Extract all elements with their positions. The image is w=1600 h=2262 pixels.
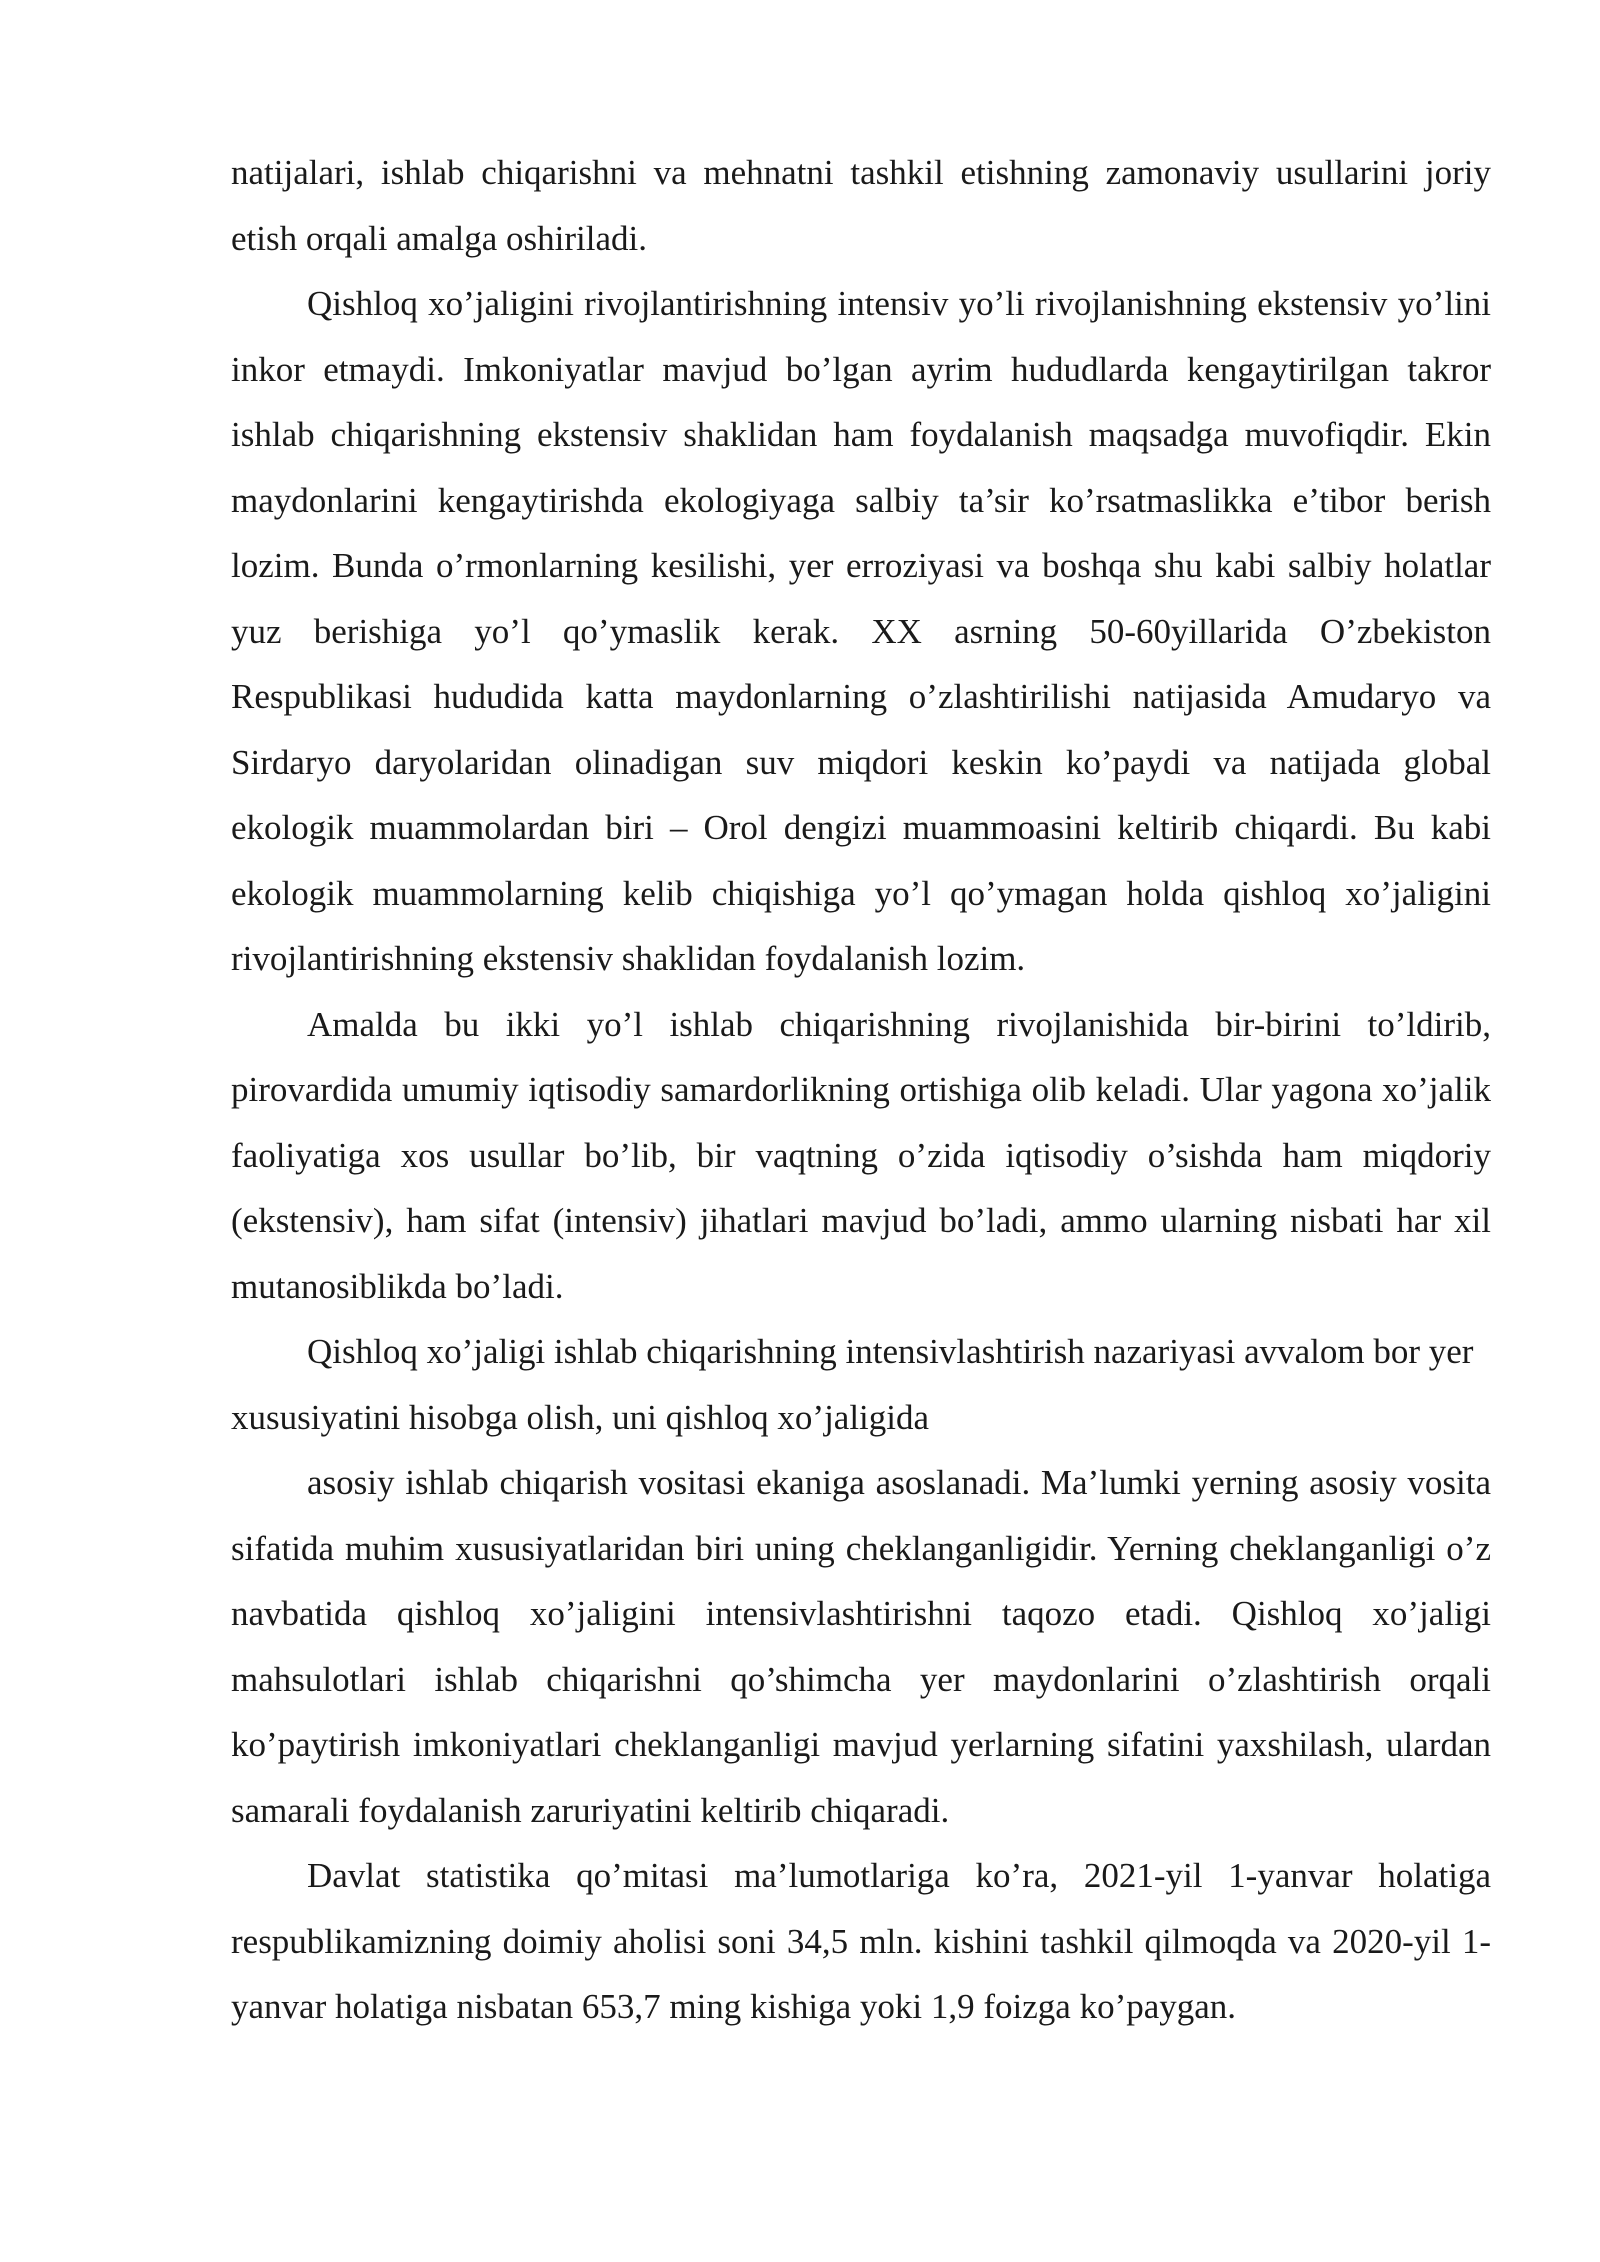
paragraph-3: Amalda bu ikki yo’l ishlab chiqarishning rivojlanishida bir-birini to’ldirib, pirovardida umumiy iqtisodiy samardorlikning ortishiga olib keladi. Ular yagona xo’jalik faoliyatiga xos usullar bo’lib, bir vaqtning o’zida iqtisodiy o’sishda ham miqdoriy (ekstensiv), ham sifat (intensiv) jihatlari mavjud bo’ladi, ammo ularning nisbati har xil mutanosiblikda bo’ladi.	[231, 1004, 1491, 1306]
paragraph-2: Qishloq xo’jaligini rivojlantirishning intensiv yo’li rivojlanishning ekstensiv yo’lini inkor etmaydi. Imkoniyatlar mavjud bo’lgan ayrim hududlarda kengaytirilgan takror ishlab chiqarishning ekstensiv shaklidan ham foydalanish maqsadga muvofiqdir. Ekin maydonlarini kengaytirishda ekologiyaga salbiy ta’sir ko’rsatmaslikka e’tibor berish lozim. Bunda o’rmonlarning kesilishi, yer erroziyasi va boshqa shu kabi salbiy holatlar yuz berishiga yo’l qo’ymaslik kerak. XX asrning 50-60yillarida O’zbekiston Respublikasi hududida katta maydonlarning o’zlashtirilishi natijasida Amudaryo va Sirdaryo daryolaridan olinadigan suv miqdori keskin ko’paydi va natijada global ekologik muammolardan biri – Orol dengizi muammoasini keltirib chiqardi. Bu kabi ekologik muammolarning kelib chiqishiga yo’l qo’ymagan holda qishloq xo’jaligini rivojlantirishning ekstensiv shaklidan foydalanish lozim.	[231, 284, 1491, 978]
paragraph-1: natijalari, ishlab chiqarishni va mehnatni tashkil etishning zamonaviy usullarini joriy etish orqali amalga oshiriladi.	[231, 153, 1491, 258]
paragraph-5: asosiy ishlab chiqarish vositasi ekaniga asoslanadi. Ma’lumki yerning asosiy vosita sifatida muhim xususiyatlaridan biri uning cheklanganligidir. Yerning cheklanganligi o’z navbatida qishloq xo’jaligini intensivlashtirishni taqozo etadi. Qishloq xo’jaligi mahsulotlari ishlab chiqarishni qo’shimcha yer maydonlarini o’zlashtirish orqali ko’paytirish imkoniyatlari cheklanganligi mavjud yerlarning sifatini yaxshilash, ulardan samarali foydalanish zaruriyatini keltirib chiqaradi.	[231, 1463, 1491, 1830]
paragraph-6: Davlat statistika qo’mitasi ma’lumotlariga ko’ra, 2021-yil 1-yanvar holatiga respublikamizning doimiy aholisi soni 34,5 mln. kishini tashkil qilmoqda va 2020-yil 1-yanvar holatiga nisbatan 653,7 ming kishiga yoki 1,9 foizga ko’paygan.	[231, 1856, 1491, 2026]
paragraph-4: Qishloq xo’jaligi ishlab chiqarishning intensivlashtirish nazariyasi avvalom bor yer xususiyatini hisobga olish, uni qishloq xo’jaligida	[231, 1332, 1474, 1437]
document-body	[231, 140, 1491, 2040]
